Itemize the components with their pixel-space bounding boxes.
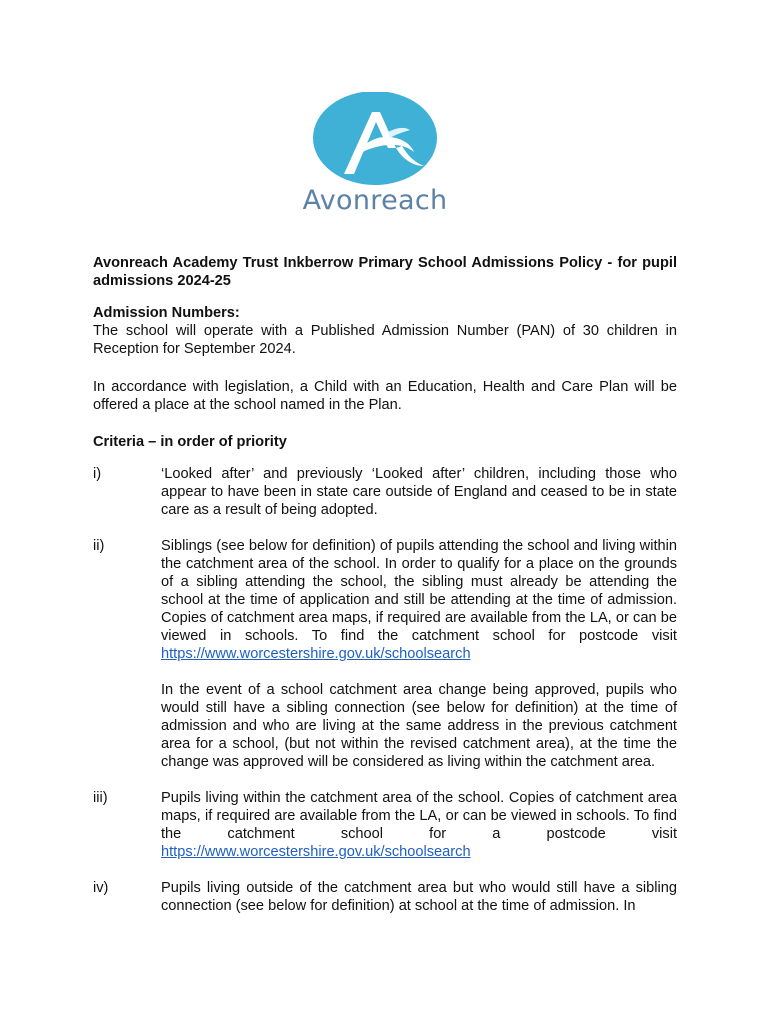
list-item-text: Pupils living outside of the catchment area but who would still have a sibling connection (see below for definition) at school at the time of admission. In (161, 880, 677, 914)
list-item-text (161, 537, 677, 663)
list-item-number: ii) (93, 538, 105, 554)
list-item-number: iv) (93, 880, 109, 896)
criteria-heading: Criteria – in order of priority (93, 434, 287, 450)
page-title: Avonreach Academy Trust Inkberrow Primary School Admissions Policy - for pupil admissions 2024-25 (93, 255, 677, 289)
list-item (93, 789, 677, 861)
list-item-text: ‘Looked after’ and previously ‘Looked after’ children, including those who appear to have been in state care outside of England and ceased to be in state care as a result of being adopted. (161, 466, 677, 518)
list-item (93, 465, 677, 519)
logo (292, 92, 458, 222)
list-item-text-span: Siblings (see below for definition) of pupils attending the school and living within the catchment area of the school. In order to qualify for a place on the grounds of a sibling attending the school, the sibling must already be attending the school at the time of application and still be attending at the time of admission. Copies of catchment area maps, if required are available from the LA, or can be viewed in schools. To find the catchment school for postcode visit (161, 538, 677, 644)
document-body (93, 254, 677, 915)
admission-heading: Admission Numbers: (93, 305, 240, 321)
admission-text: The school will operate with a Published Admission Number (PAN) of 30 children in Reception for September 2024. (93, 323, 677, 357)
list-item-number: i) (93, 466, 102, 482)
list-item-text-span: Pupils living within the catchment area of the school. Copies of catchment area maps, if required are available from the LA, or can be viewed in schools. To find the catchment school for a postcode visit (161, 790, 677, 842)
avonreach-logo-icon (292, 92, 458, 192)
legislation-text: In accordance with legislation, a Child with an Education, Health and Care Plan will be offered a place at the school named in the Plan. (93, 379, 677, 413)
schoolsearch-link[interactable]: https://www.worcestershire.gov.uk/schoolsearch (161, 646, 471, 662)
list-item-text (161, 789, 677, 861)
schoolsearch-link[interactable]: https://www.worcestershire.gov.uk/schoolsearch (161, 844, 471, 860)
list-item-extra-text: In the event of a school catchment area change being approved, pupils who would still have a sibling connection (see below for definition) at the time of admission and who are living at the same address in the previous catchment area for a school, (but not within the revised catchment area), at the time the change was approved will be considered as living within the catchment area. (161, 682, 677, 770)
list-item-number: iii) (93, 790, 108, 806)
list-item (93, 537, 677, 771)
logo-wordmark: Avonreach (302, 185, 448, 216)
list-item (93, 879, 677, 915)
